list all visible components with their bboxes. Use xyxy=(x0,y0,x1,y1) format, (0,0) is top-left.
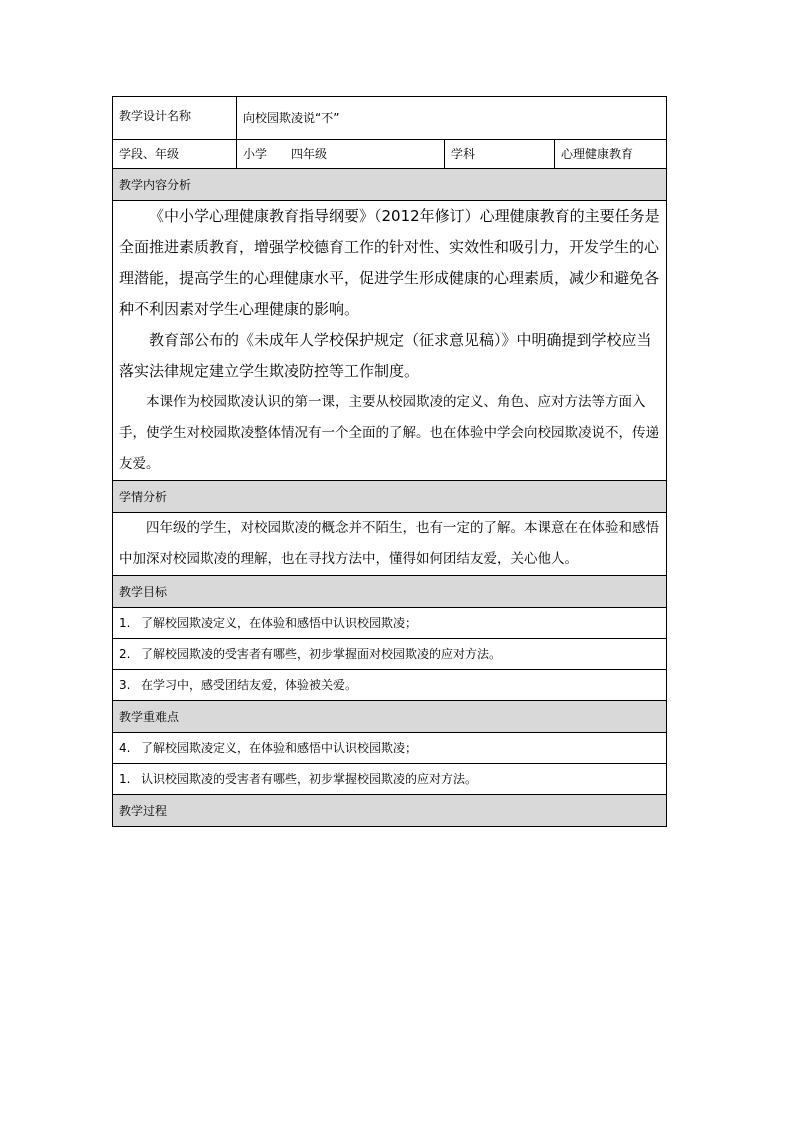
key-point-number: 1. xyxy=(119,772,131,786)
objectives-heading: 教学目标 xyxy=(113,576,667,608)
key-point-item xyxy=(113,764,667,795)
subject-label: 学科 xyxy=(445,140,555,169)
key-point-text: 认识校园欺凌的受害者有哪些，初步掌握校园欺凌的应对方法。 xyxy=(141,772,478,786)
content-paragraph: 本课作为校园欺凌认识的第一课，主要从校园欺凌的定义、角色、应对方法等方面入手，使学生对校园欺凌整体情况有一个全面的了解。也在体验中学会向校园欺凌说不，传递友爱。 xyxy=(119,394,659,472)
content-analysis-heading: 教学内容分析 xyxy=(113,169,667,201)
lesson-design-table xyxy=(112,96,667,827)
student-analysis-header-row xyxy=(113,481,667,513)
student-analysis-row xyxy=(113,513,667,576)
objective-text: 了解校园欺凌定义，在体验和感悟中认识校园欺凌； xyxy=(141,616,418,630)
design-name-row xyxy=(113,97,667,140)
content-analysis-header-row xyxy=(113,169,667,201)
objective-item xyxy=(113,670,667,701)
grade-level-value: 四年级 xyxy=(291,147,328,161)
grade-label: 学段、年级 xyxy=(113,140,237,169)
grade-row xyxy=(113,140,667,169)
objective-item xyxy=(113,608,667,639)
stage-value: 小学 xyxy=(243,147,268,161)
objective-text: 了解校园欺凌的受害者有哪些，初步掌握面对校园欺凌的应对方法。 xyxy=(141,647,502,661)
objective-number: 3. xyxy=(119,678,131,692)
key-point-text: 了解校园欺凌定义，在体验和感悟中认识校园欺凌； xyxy=(141,741,418,755)
content-analysis-body xyxy=(113,201,667,481)
key-point-item xyxy=(113,733,667,764)
objective-item xyxy=(113,639,667,670)
process-header-row xyxy=(113,795,667,827)
objective-number: 1. xyxy=(119,616,131,630)
content-paragraph: 教育部公布的《未成年人学校保护规定（征求意见稿）》中明确提到学校应当落实法律规定建立学生欺凌防控等工作制度。 xyxy=(119,331,652,380)
student-paragraph: 四年级的学生，对校园欺凌的概念并不陌生，也有一定的了解。本课意在在体验和感悟中加深对校园欺凌的理解，也在寻找方法中，懂得如何团结友爱，关心他人。 xyxy=(119,520,659,567)
key-point-number: 4. xyxy=(119,741,131,755)
process-heading: 教学过程 xyxy=(113,795,667,827)
objective-text: 在学习中，感受团结友爱，体验被关爱。 xyxy=(141,678,358,692)
key-points-heading: 教学重难点 xyxy=(113,701,667,733)
grade-value xyxy=(237,140,445,169)
student-analysis-body xyxy=(113,513,667,576)
design-name-label: 教学设计名称 xyxy=(113,97,237,140)
objectives-header-row xyxy=(113,576,667,608)
content-paragraph: 《中小学心理健康教育指导纲要》（2012年修订）心理健康教育的主要任务是全面推进素质教育，增强学校德育工作的针对性、实效性和吸引力，开发学生的心理潜能，提高学生的心理健康水平，促进学生形成健康的心理素质，减少和避免各种不利因素对学生心理健康的影响。 xyxy=(119,207,660,318)
subject-value: 心理健康教育 xyxy=(555,140,667,169)
objective-number: 2. xyxy=(119,647,131,661)
student-analysis-heading: 学情分析 xyxy=(113,481,667,513)
content-analysis-row xyxy=(113,201,667,481)
key-points-header-row xyxy=(113,701,667,733)
design-name-value: 向校园欺凌说“不” xyxy=(237,97,667,140)
